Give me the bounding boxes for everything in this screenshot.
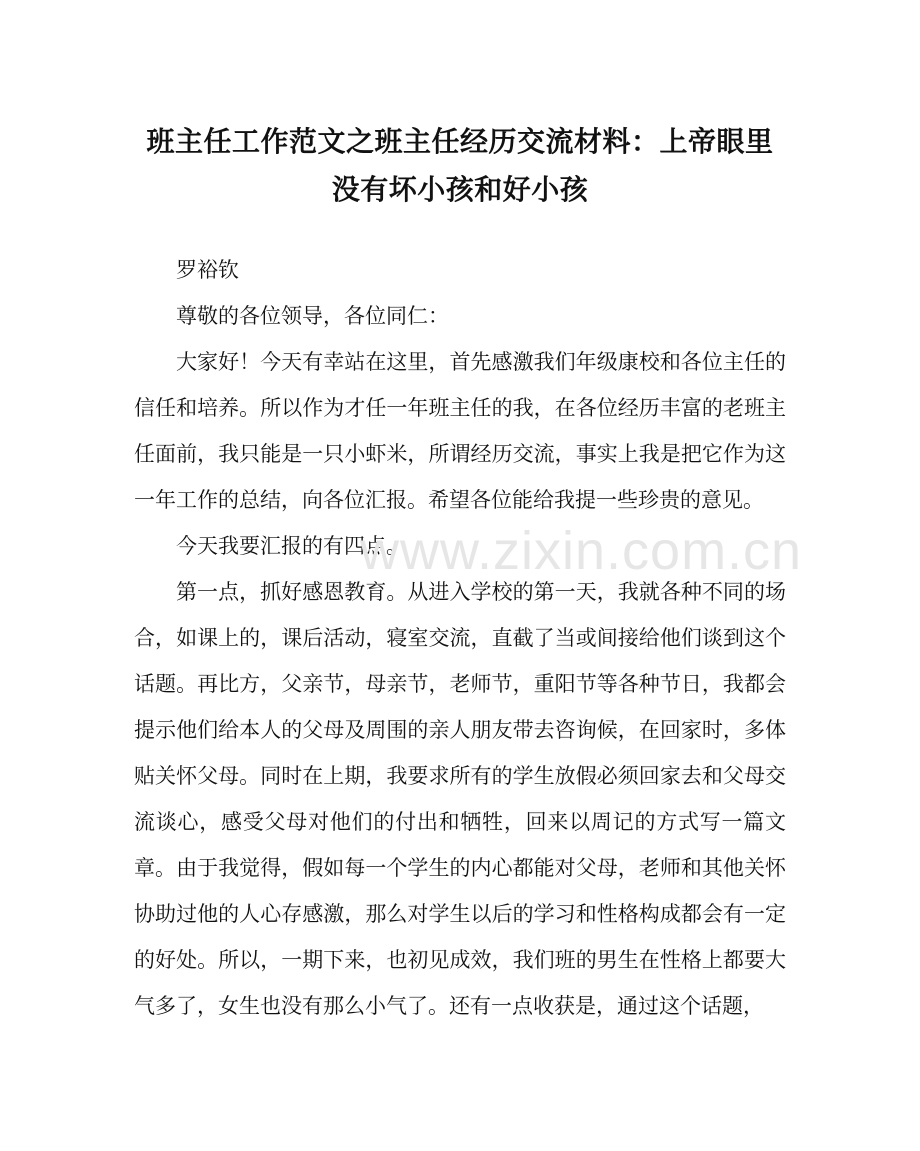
watermark-text: www.zixin.com.cn [360,521,803,581]
paragraph-four-points: 今天我要汇报的有四点。 [176,534,407,558]
document-title: 班主任工作范文之班主任经历交流材料：上帝眼里没有坏小孩和好小孩 [146,125,774,206]
document-body [134,247,786,1029]
greeting-line: 尊敬的各位领导，各位同仁： [176,304,449,328]
paragraph-point-one: 第一点，抓好感恩教育。从进入学校的第一天，我就各种不同的场合，如课上的，课后活动，寝室交流，直截了当或间接给他们谈到这个话题。再比方，父亲节，母亲节，老师节，重阳节等各种节日，我都会提示他们给本人的父母及周围的亲人朋友带去咨询候，在回家时，多体贴关怀父母。同时在上期，我要求所有的学生放假必须回家去和父母交流谈心，感受父母对他们的付出和牺牲，回来以周记的方式写一篇文章。由于我觉得，假如每一个学生的内心都能对父母，老师和其他关怀协助过他的人心存感激，那么对学生以后的学习和性格构成都会有一定的好处。所以，一期下来，也初见成效，我们班的男生在性格上都要大气多了，女生也没有那么小气了。还有一点收获是，通过这个话题， [134,580,786,1018]
paragraph-intro: 大家好！今天有幸站在这里，首先感激我们年级康校和各位主任的信任和培养。所以作为才任一年班主任的我，在各位经历丰富的老班主任面前，我只能是一只小虾米，所谓经历交流，事实上我是把它作为这一年工作的总结，向各位汇报。希望各位能给我提一些珍贵的意见。 [134,350,786,512]
author-line: 罗裕钦 [176,258,239,282]
